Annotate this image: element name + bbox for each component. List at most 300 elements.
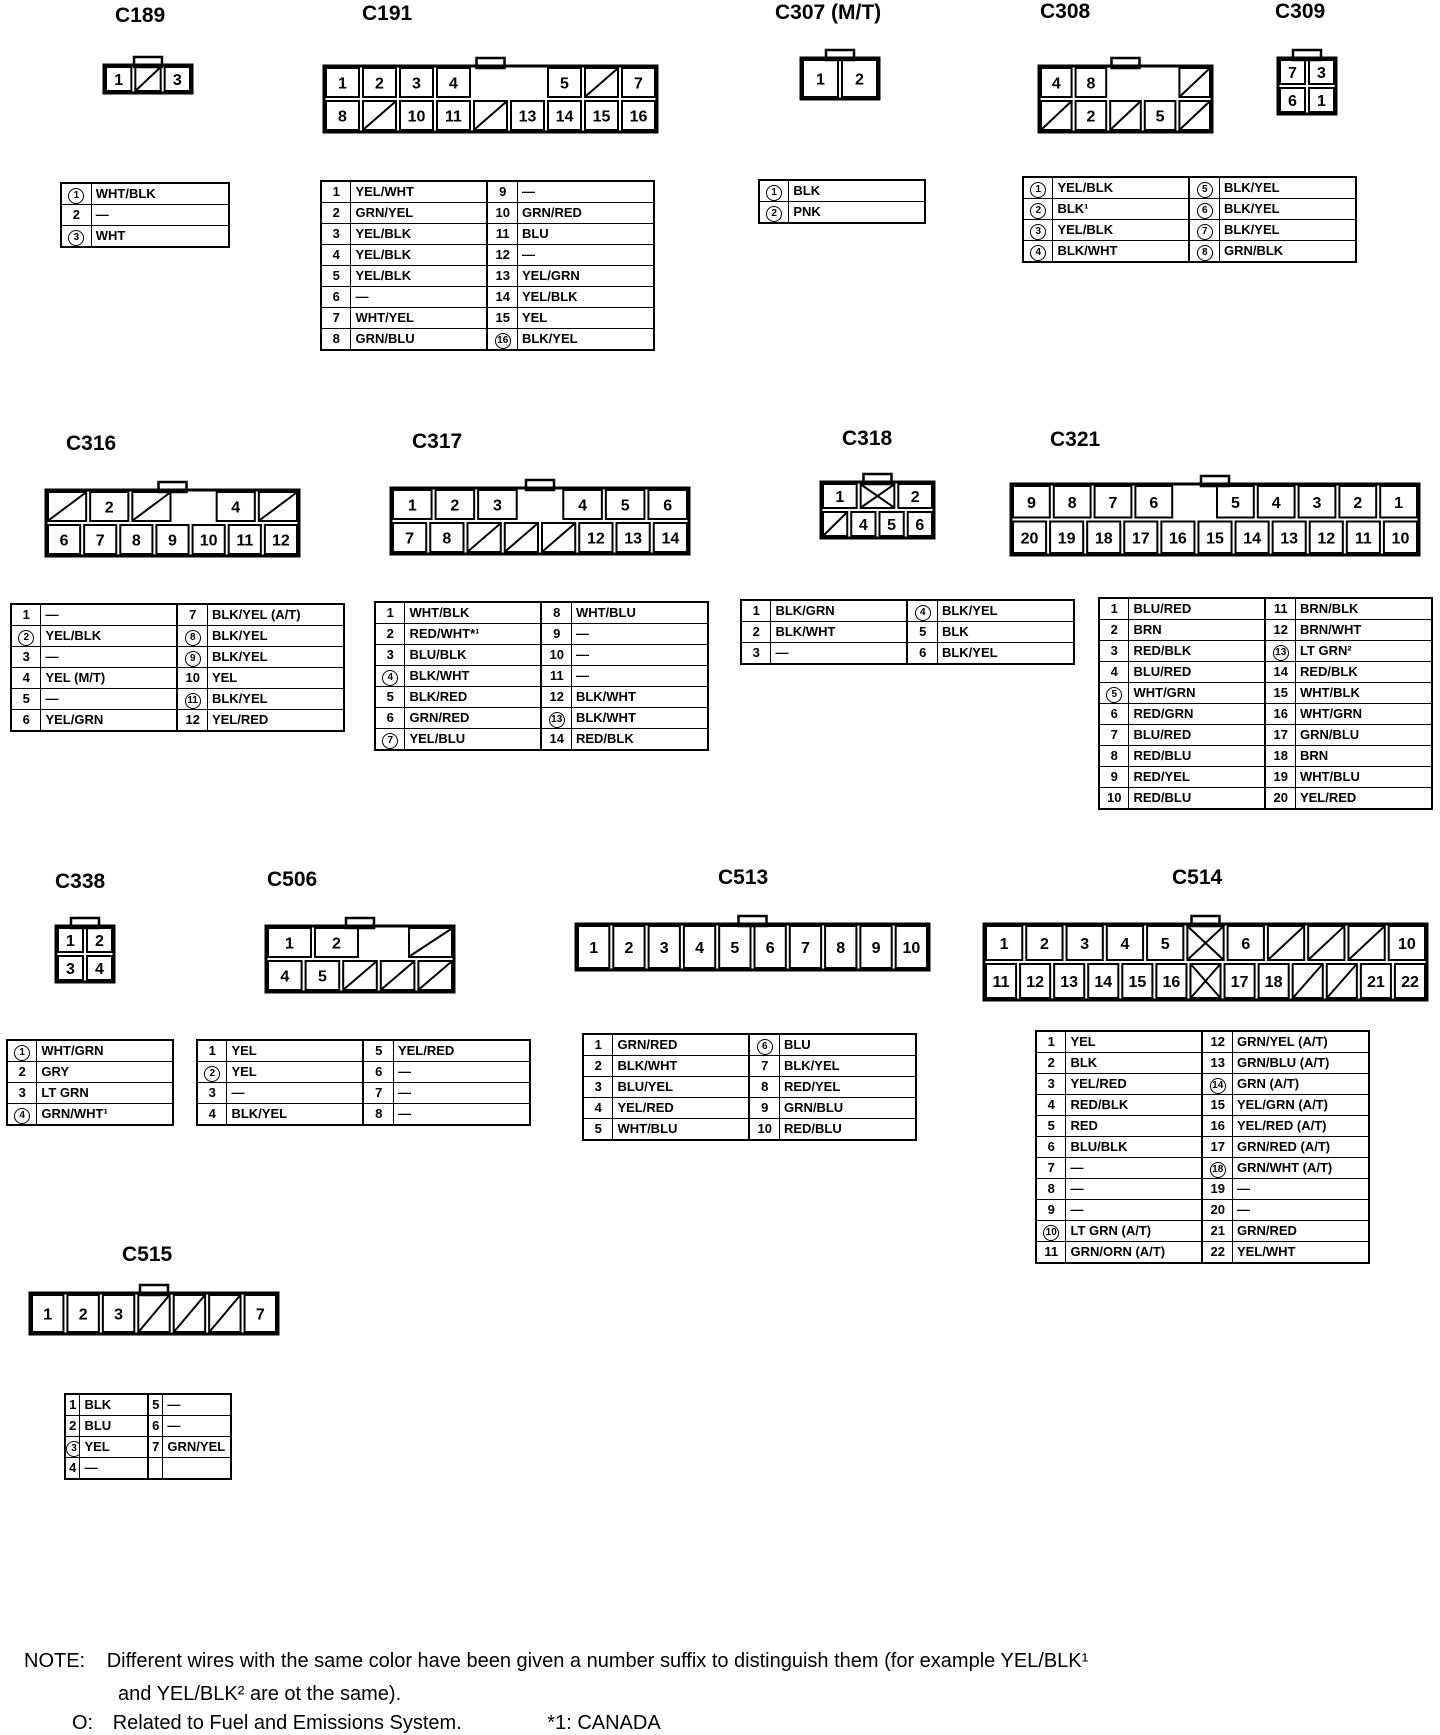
wire-table-row bbox=[7, 1104, 173, 1126]
terminal-pin-number: 12 bbox=[1317, 530, 1336, 548]
note-line-1 bbox=[24, 1650, 1088, 1673]
terminal-pin-number: 11 bbox=[992, 974, 1010, 991]
wire-table-c317 bbox=[374, 601, 709, 751]
pin-number bbox=[148, 1394, 163, 1416]
terminal-pin-number: 7 bbox=[255, 1306, 265, 1324]
wire-table-row bbox=[11, 647, 344, 668]
terminal-pin-number: 4 bbox=[1271, 494, 1281, 512]
pin-number bbox=[1099, 598, 1129, 620]
wire-color: — bbox=[163, 1394, 231, 1416]
pin-number bbox=[1036, 1074, 1066, 1095]
terminal-pin-number: 15 bbox=[1128, 974, 1147, 991]
pin-number-text: 6 bbox=[152, 1418, 160, 1433]
pin-number-text: 10 bbox=[185, 670, 200, 685]
pin-number bbox=[11, 626, 41, 647]
pin-number-text: 1 bbox=[68, 188, 84, 204]
wire-table-row bbox=[375, 602, 708, 624]
pin-number bbox=[907, 600, 937, 622]
wire-table-row bbox=[11, 604, 344, 626]
pin-number-text: 3 bbox=[208, 1085, 216, 1100]
pin-number-text: 13 bbox=[549, 712, 565, 728]
wire-table-row bbox=[11, 710, 344, 732]
empty-cavity-mark bbox=[410, 929, 451, 956]
pin-number-text: 11 bbox=[185, 693, 201, 709]
wire-color: BLK/RED bbox=[405, 687, 542, 708]
pin-number bbox=[741, 643, 771, 665]
terminal-pin-number: 1 bbox=[407, 497, 417, 515]
wire-table-row bbox=[1099, 620, 1432, 641]
terminal-pin-number: 5 bbox=[1155, 108, 1165, 126]
wire-table-row bbox=[1036, 1158, 1369, 1179]
pin-number-text: 1 bbox=[766, 185, 782, 201]
pin-number-text: 1 bbox=[1110, 601, 1118, 616]
wire-color: LT GRN² bbox=[1295, 641, 1432, 662]
wire-table-row bbox=[583, 1056, 916, 1077]
wire-table-row bbox=[1036, 1179, 1369, 1200]
wire-color: BLK/YEL bbox=[207, 626, 344, 647]
empty-cavity-mark bbox=[1269, 927, 1303, 959]
pin-number bbox=[363, 1040, 393, 1062]
wire-color: — bbox=[517, 181, 654, 203]
pin-number bbox=[375, 624, 405, 645]
pin-number bbox=[1036, 1116, 1066, 1137]
empty-cavity-mark bbox=[824, 513, 846, 535]
pin-number bbox=[1023, 220, 1053, 241]
pin-number-text: 3 bbox=[332, 226, 340, 241]
empty-cavity-mark bbox=[1042, 102, 1071, 129]
wire-table-c513 bbox=[582, 1033, 917, 1141]
pin-number bbox=[1265, 788, 1295, 810]
terminal-pin-number: 10 bbox=[407, 108, 426, 126]
wire-color: BLK/YEL bbox=[937, 643, 1074, 665]
pin-number bbox=[148, 1437, 163, 1458]
connector-face-c191 bbox=[318, 56, 663, 136]
wire-table-row bbox=[1036, 1095, 1369, 1116]
terminal-pin-number: 5 bbox=[620, 497, 630, 515]
footnote-canada: *1: CANADA bbox=[547, 1712, 661, 1734]
terminal-pin-number: 10 bbox=[902, 940, 921, 957]
pin-number bbox=[177, 689, 207, 710]
pin-number-text: 14 bbox=[1210, 1078, 1226, 1094]
pin-number bbox=[65, 1394, 80, 1416]
wire-color: YEL bbox=[517, 308, 654, 329]
wire-color: WHT/BLK bbox=[405, 602, 542, 624]
terminal-pin-number: 22 bbox=[1401, 974, 1419, 991]
connector-face-c506 bbox=[260, 916, 460, 996]
pin-number bbox=[1265, 662, 1295, 683]
connector-title: C506 bbox=[267, 868, 318, 891]
wire-color: — bbox=[227, 1083, 364, 1104]
terminal-pin-number: 5 bbox=[560, 75, 569, 93]
terminal-pin-number: 5 bbox=[887, 517, 897, 534]
pin-number-text: 2 bbox=[766, 206, 782, 222]
pin-number bbox=[759, 180, 789, 202]
wire-color: BLK/GRN bbox=[771, 600, 908, 622]
wire-color: YEL/GRN bbox=[41, 710, 178, 732]
wire-table-row bbox=[321, 329, 654, 351]
wire-color: BLK/WHT bbox=[405, 666, 542, 687]
pin-number bbox=[1265, 641, 1295, 662]
wire-table-row bbox=[197, 1104, 530, 1126]
wire-color: — bbox=[771, 643, 908, 665]
terminal-pin-number: 13 bbox=[1060, 974, 1079, 991]
wire-color: — bbox=[393, 1083, 530, 1104]
wire-table-c506 bbox=[196, 1039, 531, 1126]
pin-number-text: 2 bbox=[18, 1064, 26, 1079]
pin-number bbox=[321, 329, 351, 351]
pin-number bbox=[375, 666, 405, 687]
terminal-pin-number: 12 bbox=[1026, 974, 1045, 991]
pin-number bbox=[1189, 241, 1219, 263]
pin-number-text: 22 bbox=[1210, 1244, 1225, 1259]
wire-table-row bbox=[1023, 220, 1356, 241]
wire-table-row bbox=[1023, 199, 1356, 220]
wire-color: WHT/BLU bbox=[571, 602, 708, 624]
terminal-pin-number: 1 bbox=[816, 71, 825, 89]
terminal-pin-number: 7 bbox=[95, 532, 105, 550]
wire-table-row bbox=[7, 1083, 173, 1104]
wire-table-row bbox=[321, 287, 654, 308]
terminal-pin-number: 11 bbox=[445, 108, 462, 126]
terminal-pin-number: 19 bbox=[1057, 530, 1076, 548]
terminal-pin-number: 16 bbox=[1169, 530, 1187, 548]
terminal-pin-number: 21 bbox=[1366, 974, 1385, 991]
pin-number-text: 4 bbox=[208, 1106, 216, 1121]
terminal-pin-number: 4 bbox=[280, 968, 290, 986]
wire-color: YEL/RED bbox=[1066, 1074, 1203, 1095]
wire-color: YEL/RED bbox=[613, 1098, 750, 1119]
pin-number-text: 9 bbox=[499, 184, 507, 199]
pin-number bbox=[749, 1098, 779, 1119]
pin-number-text: 19 bbox=[1273, 769, 1288, 784]
pin-number bbox=[1036, 1242, 1066, 1264]
wire-color: BLK bbox=[789, 180, 925, 202]
connector-face-c515 bbox=[24, 1283, 284, 1338]
terminal-pin-number: 1 bbox=[589, 940, 599, 957]
wire-color: RED/BLK bbox=[1129, 641, 1266, 662]
pin-number bbox=[177, 604, 207, 626]
wire-color: GRN/YEL bbox=[163, 1437, 231, 1458]
connector-face-c321 bbox=[1005, 474, 1425, 559]
terminal-pin-number: 8 bbox=[1086, 75, 1096, 93]
pin-number bbox=[487, 329, 517, 351]
pin-number bbox=[61, 205, 91, 226]
pin-number-text: 19 bbox=[1210, 1181, 1225, 1196]
wire-table-c514 bbox=[1035, 1030, 1370, 1264]
terminal-pin-number: 5 bbox=[1230, 494, 1240, 512]
pin-number-text: 15 bbox=[495, 310, 510, 325]
pin-number-text: 3 bbox=[1110, 643, 1118, 658]
terminal-pin-number: 2 bbox=[1086, 108, 1096, 126]
pin-number-text: 1 bbox=[22, 607, 30, 622]
wire-table-row bbox=[759, 180, 925, 202]
wire-color: YEL/BLK bbox=[1053, 220, 1190, 241]
wire-color: YEL bbox=[80, 1437, 148, 1458]
wire-table-row bbox=[583, 1034, 916, 1056]
pin-number-text: 2 bbox=[18, 630, 34, 646]
pin-number-text: 4 bbox=[594, 1100, 602, 1115]
pin-number-text: 20 bbox=[1210, 1202, 1225, 1217]
wire-color: YEL/RED bbox=[207, 710, 344, 732]
pin-number bbox=[177, 626, 207, 647]
pin-number bbox=[541, 602, 571, 624]
wire-color: WHT/BLU bbox=[1295, 767, 1432, 788]
pin-number bbox=[1265, 620, 1295, 641]
terminal-pin-number: 4 bbox=[695, 940, 705, 957]
terminal-pin-number: 8 bbox=[338, 108, 347, 126]
pin-number-text: 5 bbox=[919, 624, 927, 639]
wire-table-row bbox=[1023, 241, 1356, 263]
pin-number bbox=[177, 647, 207, 668]
pin-number bbox=[363, 1104, 393, 1126]
wire-table-row bbox=[197, 1040, 530, 1062]
wire-table-c338 bbox=[6, 1039, 174, 1126]
connector-title: C317 bbox=[412, 430, 463, 453]
wire-color: GRN (A/T) bbox=[1232, 1074, 1369, 1095]
wire-color: RED/BLK bbox=[571, 729, 708, 751]
wire-color: YEL bbox=[207, 668, 344, 689]
pin-number bbox=[1099, 662, 1129, 683]
wire-table-row bbox=[1036, 1137, 1369, 1158]
connector-title: C515 bbox=[122, 1243, 173, 1266]
wire-table-row bbox=[741, 643, 1074, 665]
pin-number-text: 6 bbox=[22, 712, 30, 727]
pin-number bbox=[583, 1056, 613, 1077]
pin-number bbox=[541, 687, 571, 708]
pin-number bbox=[1036, 1221, 1066, 1242]
terminal-pin-number: 2 bbox=[332, 935, 341, 953]
wire-table-c318 bbox=[740, 599, 1075, 665]
wire-table-row bbox=[375, 729, 708, 751]
terminal-pin-number: 2 bbox=[910, 489, 920, 506]
connector-body bbox=[801, 58, 879, 99]
pin-number-text: 8 bbox=[1197, 245, 1213, 261]
connector-face-c189 bbox=[98, 55, 198, 97]
wire-table-row bbox=[321, 266, 654, 287]
terminal-pin-number: 8 bbox=[442, 530, 452, 548]
wire-color: RED/WHT*¹ bbox=[405, 624, 542, 645]
terminal-pin-number: 2 bbox=[1039, 936, 1049, 953]
terminal-pin-number: 13 bbox=[518, 108, 537, 126]
pin-number bbox=[1099, 767, 1129, 788]
terminal-pin-number: 12 bbox=[586, 530, 605, 548]
pin-number-text: 10 bbox=[1043, 1225, 1059, 1241]
pin-number bbox=[1036, 1179, 1066, 1200]
connector-title: C318 bbox=[842, 427, 893, 450]
pin-number bbox=[1036, 1137, 1066, 1158]
terminal-pin-number: 10 bbox=[1391, 530, 1410, 548]
wire-color: — bbox=[351, 287, 488, 308]
pin-number-text: 7 bbox=[1110, 727, 1118, 742]
pin-number bbox=[375, 645, 405, 666]
pin-number-text: 14 bbox=[1273, 664, 1288, 679]
wire-color: YEL (M/T) bbox=[41, 668, 178, 689]
wire-color: BLK/YEL (A/T) bbox=[207, 604, 344, 626]
pin-number bbox=[1265, 746, 1295, 767]
pin-number-text: 6 bbox=[332, 289, 340, 304]
wire-color: BLU/BLK bbox=[405, 645, 542, 666]
wire-color: GRN/YEL (A/T) bbox=[1232, 1031, 1369, 1053]
terminal-pin-number: 3 bbox=[114, 1306, 124, 1324]
pin-number-text: 7 bbox=[332, 310, 340, 325]
terminal-pin-number: 6 bbox=[915, 517, 925, 534]
wire-table-row bbox=[759, 202, 925, 224]
wire-color: BRN/WHT bbox=[1295, 620, 1432, 641]
terminal-pin-number: 6 bbox=[1149, 494, 1159, 512]
terminal-pin-number: 14 bbox=[661, 530, 680, 548]
wire-color: BLK/WHT bbox=[771, 622, 908, 643]
wire-color: BLU/RED bbox=[1129, 598, 1266, 620]
pin-number-text: 14 bbox=[549, 731, 564, 746]
terminal-pin-number: 7 bbox=[1108, 494, 1118, 512]
legend-line bbox=[72, 1712, 661, 1735]
terminal-pin-number: 1 bbox=[999, 936, 1009, 953]
pin-number bbox=[749, 1077, 779, 1098]
pin-number bbox=[11, 668, 41, 689]
pin-number bbox=[1023, 199, 1053, 220]
wire-table-row bbox=[375, 708, 708, 729]
pin-number-text: 1 bbox=[208, 1043, 216, 1058]
pin-number-text: 2 bbox=[1047, 1055, 1055, 1070]
wire-color: — bbox=[571, 666, 708, 687]
wire-color: LT GRN bbox=[37, 1083, 173, 1104]
pin-number bbox=[1036, 1158, 1066, 1179]
wire-color: BLU bbox=[517, 224, 654, 245]
wire-table-row bbox=[1099, 788, 1432, 810]
terminal-pin-number: 15 bbox=[592, 108, 611, 126]
pin-number-text: 7 bbox=[152, 1439, 160, 1454]
wire-table-row bbox=[1099, 704, 1432, 725]
pin-number bbox=[487, 308, 517, 329]
pin-number-text: 16 bbox=[1273, 706, 1288, 721]
empty-cavity-mark bbox=[1328, 965, 1356, 997]
pin-number bbox=[375, 708, 405, 729]
pin-number-text: 7 bbox=[375, 1085, 383, 1100]
pin-number bbox=[11, 604, 41, 626]
pin-number bbox=[1202, 1074, 1232, 1095]
empty-cavity-mark bbox=[136, 68, 159, 90]
wire-color: YEL/WHT bbox=[351, 181, 488, 203]
pin-number-text: 9 bbox=[761, 1100, 769, 1115]
wire-color: BLU/RED bbox=[1129, 725, 1266, 746]
pin-number-text: 3 bbox=[68, 230, 84, 246]
wire-color: BLK/YEL bbox=[517, 329, 654, 351]
wire-table-row bbox=[11, 689, 344, 710]
empty-cavity-mark bbox=[139, 1296, 168, 1331]
pin-number-text: 9 bbox=[553, 626, 561, 641]
wire-color: — bbox=[41, 604, 178, 626]
pin-number-text: 16 bbox=[495, 333, 511, 349]
terminal-pin-number: 6 bbox=[1288, 93, 1297, 110]
wire-table-c308 bbox=[1022, 176, 1357, 263]
wire-color: — bbox=[80, 1458, 148, 1480]
wire-table-row bbox=[1023, 177, 1356, 199]
pin-number bbox=[1265, 683, 1295, 704]
pin-number bbox=[197, 1040, 227, 1062]
wire-table-row bbox=[1036, 1053, 1369, 1074]
wire-table-row bbox=[65, 1416, 231, 1437]
terminal-pin-number: 15 bbox=[1206, 530, 1224, 548]
terminal-pin-number: 2 bbox=[450, 497, 460, 515]
pin-number-text: 3 bbox=[66, 1441, 80, 1457]
pin-number-text: 15 bbox=[1273, 685, 1288, 700]
terminal-pin-number: 4 bbox=[95, 961, 104, 978]
wire-table-row bbox=[11, 626, 344, 647]
pin-number bbox=[363, 1083, 393, 1104]
wire-table-row bbox=[61, 205, 229, 226]
pin-number-text: 5 bbox=[386, 689, 394, 704]
wire-table-row bbox=[1036, 1221, 1369, 1242]
wire-color: YEL/BLK bbox=[351, 245, 488, 266]
terminal-pin-number: 4 bbox=[578, 497, 588, 515]
pin-number bbox=[321, 266, 351, 287]
terminal-pin-number: 17 bbox=[1230, 974, 1249, 991]
pin-number bbox=[1202, 1053, 1232, 1074]
connector-title: C513 bbox=[718, 866, 769, 889]
terminal-pin-number: 7 bbox=[800, 940, 810, 957]
wire-color: — bbox=[1232, 1200, 1369, 1221]
terminal-pin-number: 1 bbox=[43, 1306, 53, 1324]
wire-color: WHT/GRN bbox=[1129, 683, 1266, 704]
pin-number bbox=[177, 710, 207, 732]
wire-table-row bbox=[1036, 1200, 1369, 1221]
wire-table-row bbox=[741, 600, 1074, 622]
pin-number-text: 10 bbox=[495, 205, 510, 220]
terminal-pin-number: 2 bbox=[95, 933, 104, 950]
pin-number-text: 11 bbox=[1044, 1244, 1059, 1259]
pin-number-text: 7 bbox=[189, 607, 197, 622]
pin-number bbox=[583, 1034, 613, 1056]
pin-number bbox=[1265, 725, 1295, 746]
terminal-pin-number: 6 bbox=[663, 497, 673, 515]
wire-color: BRN bbox=[1295, 746, 1432, 767]
pin-number-text: 12 bbox=[1210, 1034, 1225, 1049]
connector-title: C191 bbox=[362, 2, 413, 25]
wire-table-c316 bbox=[10, 603, 345, 732]
pin-number-text: 10 bbox=[757, 1121, 772, 1136]
pin-number-text: 10 bbox=[1107, 790, 1122, 805]
pin-number bbox=[1036, 1053, 1066, 1074]
pin-number-text: 1 bbox=[14, 1045, 30, 1061]
terminal-pin-number: 1 bbox=[1317, 93, 1326, 110]
pin-number bbox=[1099, 725, 1129, 746]
pin-number bbox=[197, 1062, 227, 1083]
wire-color: RED/BLK bbox=[1295, 662, 1432, 683]
pin-number-text: 1 bbox=[752, 603, 760, 618]
pin-number-text: 5 bbox=[332, 268, 340, 283]
terminal-pin-number: 14 bbox=[555, 108, 574, 126]
wire-color: GRN/BLU bbox=[1295, 725, 1432, 746]
wire-color: YEL bbox=[227, 1040, 364, 1062]
terminal-pin-number: 4 bbox=[1120, 936, 1130, 953]
connector-title: C338 bbox=[55, 870, 106, 893]
wire-color: — bbox=[1066, 1179, 1203, 1200]
pin-number bbox=[749, 1034, 779, 1056]
wire-color: YEL/BLK bbox=[351, 266, 488, 287]
connector-title: C189 bbox=[115, 4, 166, 27]
pin-number-text: 10 bbox=[549, 647, 564, 662]
wire-table-row bbox=[1036, 1031, 1369, 1053]
pin-number bbox=[197, 1083, 227, 1104]
pin-number bbox=[1036, 1031, 1066, 1053]
terminal-pin-number: 2 bbox=[624, 940, 634, 957]
connector-title: C514 bbox=[1172, 866, 1223, 889]
pin-number bbox=[583, 1119, 613, 1141]
wire-color: GRN/RED (A/T) bbox=[1232, 1137, 1369, 1158]
terminal-pin-number: 16 bbox=[629, 108, 648, 126]
wire-color: RED/BLU bbox=[779, 1119, 916, 1141]
terminal-pin-number: 8 bbox=[1067, 494, 1077, 512]
